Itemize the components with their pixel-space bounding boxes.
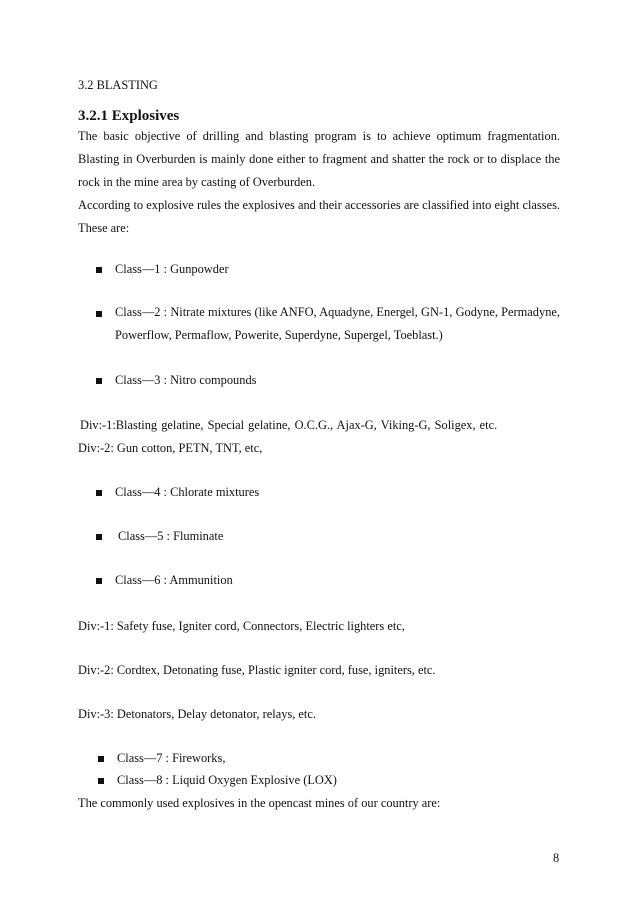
list-item-text: Class—3 : Nitro compounds bbox=[115, 373, 257, 387]
section-label: 3.2 BLASTING bbox=[78, 78, 158, 92]
list-item-text: Class—5 : Fluminate bbox=[118, 529, 224, 543]
list-item-text: Class—1 : Gunpowder bbox=[115, 262, 229, 276]
paragraph-objective: The basic objective of drilling and blasting program is to achieve optimum fragmentation. Blasting in Overburden is mainly done either to fragment and shatter the rock or to displace the rock in the mine area by casting of Overburden. bbox=[78, 129, 560, 189]
list-item-text: Class—8 : Liquid Oxygen Explosive (LOX) bbox=[117, 773, 337, 787]
bullet-square-icon bbox=[96, 378, 102, 384]
bullet-square-icon bbox=[98, 778, 104, 784]
class-6-division-2: Div:-2: Cordtex, Detonating fuse, Plastic igniter cord, fuse, igniters, etc. bbox=[78, 663, 436, 677]
class-3-division-2: Div:-2: Gun cotton, PETN, TNT, etc, bbox=[78, 441, 263, 455]
section-heading: 3.2.1 Explosives bbox=[78, 108, 180, 124]
list-item-class-7 bbox=[98, 751, 225, 766]
list-item-class-2 bbox=[96, 306, 560, 347]
paragraph-classification: According to explosive rules the explosives and their accessories are classified into eight classes. These are: bbox=[78, 198, 560, 235]
list-item-text: Class—7 : Fireworks, bbox=[117, 751, 226, 765]
list-item-text: Class—6 : Ammunition bbox=[115, 573, 233, 587]
bullet-square-icon bbox=[96, 311, 102, 317]
list-item-class-8 bbox=[98, 773, 337, 788]
page-number: 8 bbox=[553, 851, 560, 865]
list-item-class-1 bbox=[96, 262, 229, 277]
list-item-class-6 bbox=[96, 573, 233, 588]
bullet-square-icon bbox=[96, 267, 102, 273]
bullet-square-icon bbox=[96, 490, 102, 496]
list-item-class-5 bbox=[96, 529, 223, 544]
list-item-class-4 bbox=[96, 485, 259, 500]
bullet-square-icon bbox=[96, 578, 102, 584]
bullet-square-icon bbox=[98, 756, 104, 762]
list-item-text: Class—2 : Nitrate mixtures (like ANFO, Aquadyne, Energel, GN-1, Godyne, Permadyne, Powerflow, Permaflow, Powerite, Superdyne, Supergel, Toeblast.) bbox=[115, 305, 560, 342]
list-item-text: Class—4 : Chlorate mixtures bbox=[115, 485, 260, 499]
class-6-division-3: Div:-3: Detonators, Delay detonator, relays, etc. bbox=[78, 707, 316, 721]
class-6-division-1: Div:-1: Safety fuse, Igniter cord, Connectors, Electric lighters etc, bbox=[78, 619, 405, 633]
list-item-class-3 bbox=[96, 373, 256, 388]
closing-sentence: The commonly used explosives in the opencast mines of our country are: bbox=[78, 796, 441, 810]
bullet-square-icon bbox=[96, 534, 102, 540]
class-3-division-1: Div:-1:Blasting gelatine, Special gelatine, O.C.G., Ajax-G, Viking-G, Soligex, etc. bbox=[80, 418, 498, 432]
